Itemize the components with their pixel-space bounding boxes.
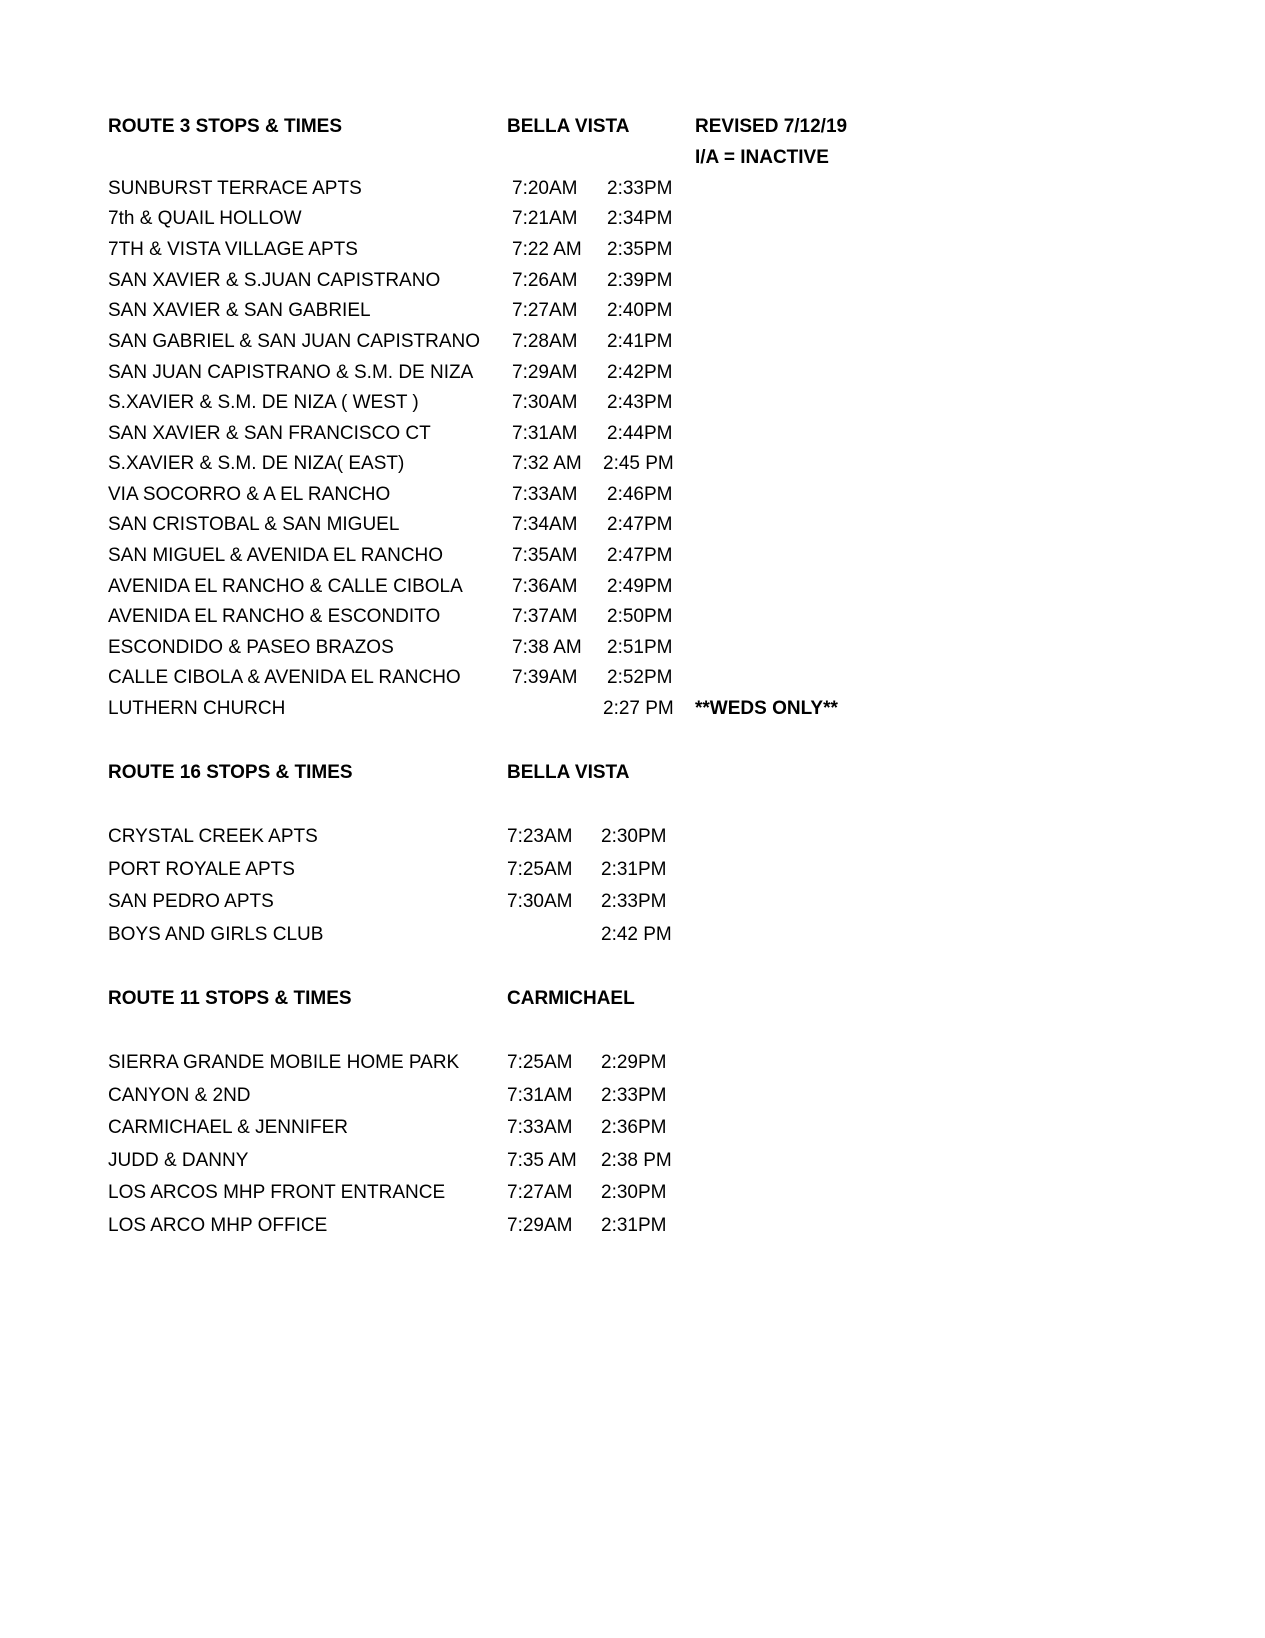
pm-time: 2:47PM	[607, 545, 673, 566]
pm-time: 2:50PM	[607, 606, 673, 627]
table-row	[0, 482, 1265, 508]
stop-name: SAN JUAN CAPISTRANO & S.M. DE NIZA	[108, 362, 474, 383]
stop-name: SAN CRISTOBAL & SAN MIGUEL	[108, 514, 400, 535]
stop-name: SIERRA GRANDE MOBILE HOME PARK	[108, 1052, 460, 1073]
am-time: 7:29AM	[507, 1215, 573, 1236]
am-time: 7:27AM	[507, 1182, 573, 1203]
stop-name: PORT ROYALE APTS	[108, 859, 295, 880]
table-row	[0, 1180, 1265, 1206]
table-row	[0, 889, 1265, 915]
stop-name: BOYS AND GIRLS CLUB	[108, 924, 324, 945]
am-time: 7:33AM	[512, 484, 578, 505]
table-row	[0, 512, 1265, 538]
pm-time: 2:49PM	[607, 576, 673, 597]
pm-time: 2:29PM	[601, 1052, 667, 1073]
route16-title: ROUTE 16 STOPS & TIMES	[108, 762, 353, 783]
pm-time: 2:41PM	[607, 331, 673, 352]
pm-time: 2:30PM	[601, 1182, 667, 1203]
stop-name: SAN PEDRO APTS	[108, 891, 274, 912]
table-row	[0, 604, 1265, 630]
pm-time: 2:30PM	[601, 826, 667, 847]
am-time: 7:30AM	[512, 392, 578, 413]
route11-area: CARMICHAEL	[507, 988, 635, 1009]
stop-name: VIA SOCORRO & A EL RANCHO	[108, 484, 391, 505]
pm-time: 2:52PM	[607, 667, 673, 688]
pm-time: 2:42 PM	[601, 924, 672, 945]
am-time: 7:30AM	[507, 891, 573, 912]
stop-name: 7th & QUAIL HOLLOW	[108, 208, 302, 229]
stop-name: AVENIDA EL RANCHO & ESCONDITO	[108, 606, 441, 627]
am-time: 7:20AM	[512, 178, 578, 199]
table-row	[0, 1050, 1265, 1076]
stop-name: JUDD & DANNY	[108, 1150, 249, 1171]
am-time: 7:23AM	[507, 826, 573, 847]
am-time: 7:32 AM	[512, 453, 582, 474]
stop-name: CALLE CIBOLA & AVENIDA EL RANCHO	[108, 667, 461, 688]
table-row	[0, 543, 1265, 569]
table-row	[0, 451, 1265, 477]
pm-time: 2:39PM	[607, 270, 673, 291]
pm-time: 2:38 PM	[601, 1150, 672, 1171]
stop-name: LOS ARCO MHP OFFICE	[108, 1215, 328, 1236]
route16-header	[0, 760, 1265, 786]
table-row	[0, 635, 1265, 661]
pm-time: 2:51PM	[607, 637, 673, 658]
table-row	[0, 1148, 1265, 1174]
stop-name: SAN XAVIER & S.JUAN CAPISTRANO	[108, 270, 441, 291]
stop-name: LOS ARCOS MHP FRONT ENTRANCE	[108, 1182, 446, 1203]
revised-date: REVISED 7/12/19	[695, 116, 848, 137]
route11-title: ROUTE 11 STOPS & TIMES	[108, 988, 352, 1009]
am-time: 7:25AM	[507, 859, 573, 880]
table-row	[0, 329, 1265, 355]
table-row	[0, 665, 1265, 691]
table-row	[0, 268, 1265, 294]
am-time: 7:21AM	[512, 208, 578, 229]
stop-name: AVENIDA EL RANCHO & CALLE CIBOLA	[108, 576, 463, 597]
stop-name: SUNBURST TERRACE APTS	[108, 178, 362, 199]
stop-name: ESCONDIDO & PASEO BRAZOS	[108, 637, 394, 658]
route3-area: BELLA VISTA	[507, 116, 630, 137]
am-time: 7:26AM	[512, 270, 578, 291]
table-row	[0, 421, 1265, 447]
pm-time: 2:33PM	[601, 1085, 667, 1106]
am-time: 7:31AM	[507, 1085, 573, 1106]
pm-time: 2:31PM	[601, 859, 667, 880]
pm-time: 2:40PM	[607, 300, 673, 321]
table-row	[0, 922, 1265, 948]
table-row	[0, 1115, 1265, 1141]
am-time: 7:35AM	[512, 545, 578, 566]
pm-time: 2:42PM	[607, 362, 673, 383]
stop-name: LUTHERN CHURCH	[108, 698, 286, 719]
pm-time: 2:35PM	[607, 239, 673, 260]
am-time: 7:33AM	[507, 1117, 573, 1138]
am-time: 7:36AM	[512, 576, 578, 597]
table-row	[0, 1213, 1265, 1239]
pm-time: 2:34PM	[607, 208, 673, 229]
stop-name: SAN MIGUEL & AVENIDA EL RANCHO	[108, 545, 444, 566]
am-time: 7:31AM	[512, 423, 578, 444]
pm-time: 2:47PM	[607, 514, 673, 535]
table-row	[0, 237, 1265, 263]
pm-time: 2:27 PM	[603, 698, 674, 719]
am-time: 7:22 AM	[512, 239, 582, 260]
route3-header	[0, 114, 1265, 140]
table-row	[0, 390, 1265, 416]
stop-name: SAN XAVIER & SAN GABRIEL	[108, 300, 371, 321]
table-row	[0, 206, 1265, 232]
inactive-legend: I/A = INACTIVE	[695, 147, 829, 168]
stop-name: S.XAVIER & S.M. DE NIZA( EAST)	[108, 453, 405, 474]
table-row	[0, 1083, 1265, 1109]
pm-time: 2:36PM	[601, 1117, 667, 1138]
am-time: 7:34AM	[512, 514, 578, 535]
weds-only-note: **WEDS ONLY**	[695, 698, 838, 719]
am-time: 7:39AM	[512, 667, 578, 688]
stop-name: CRYSTAL CREEK APTS	[108, 826, 318, 847]
route3-title: ROUTE 3 STOPS & TIMES	[108, 116, 343, 137]
am-time: 7:27AM	[512, 300, 578, 321]
table-row	[0, 574, 1265, 600]
stop-name: CARMICHAEL & JENNIFER	[108, 1117, 348, 1138]
table-row	[0, 824, 1265, 850]
am-time: 7:38 AM	[512, 637, 582, 658]
stop-name: SAN XAVIER & SAN FRANCISCO CT	[108, 423, 431, 444]
route16-area: BELLA VISTA	[507, 762, 630, 783]
pm-time: 2:33PM	[607, 178, 673, 199]
am-time: 7:25AM	[507, 1052, 573, 1073]
pm-time: 2:44PM	[607, 423, 673, 444]
pm-time: 2:43PM	[607, 392, 673, 413]
stop-name: S.XAVIER & S.M. DE NIZA ( WEST )	[108, 392, 419, 413]
table-row	[0, 360, 1265, 386]
am-time: 7:35 AM	[507, 1150, 577, 1171]
pm-time: 2:31PM	[601, 1215, 667, 1236]
stop-name: SAN GABRIEL & SAN JUAN CAPISTRANO	[108, 331, 480, 352]
pm-time: 2:45 PM	[603, 453, 674, 474]
am-time: 7:37AM	[512, 606, 578, 627]
pm-time: 2:33PM	[601, 891, 667, 912]
legend-row	[0, 145, 1265, 171]
am-time: 7:28AM	[512, 331, 578, 352]
stop-name: CANYON & 2ND	[108, 1085, 251, 1106]
am-time: 7:29AM	[512, 362, 578, 383]
table-row	[0, 298, 1265, 324]
route11-header	[0, 986, 1265, 1012]
table-row	[0, 176, 1265, 202]
table-row	[0, 857, 1265, 883]
table-row	[0, 696, 1265, 722]
pm-time: 2:46PM	[607, 484, 673, 505]
stop-name: 7TH & VISTA VILLAGE APTS	[108, 239, 358, 260]
